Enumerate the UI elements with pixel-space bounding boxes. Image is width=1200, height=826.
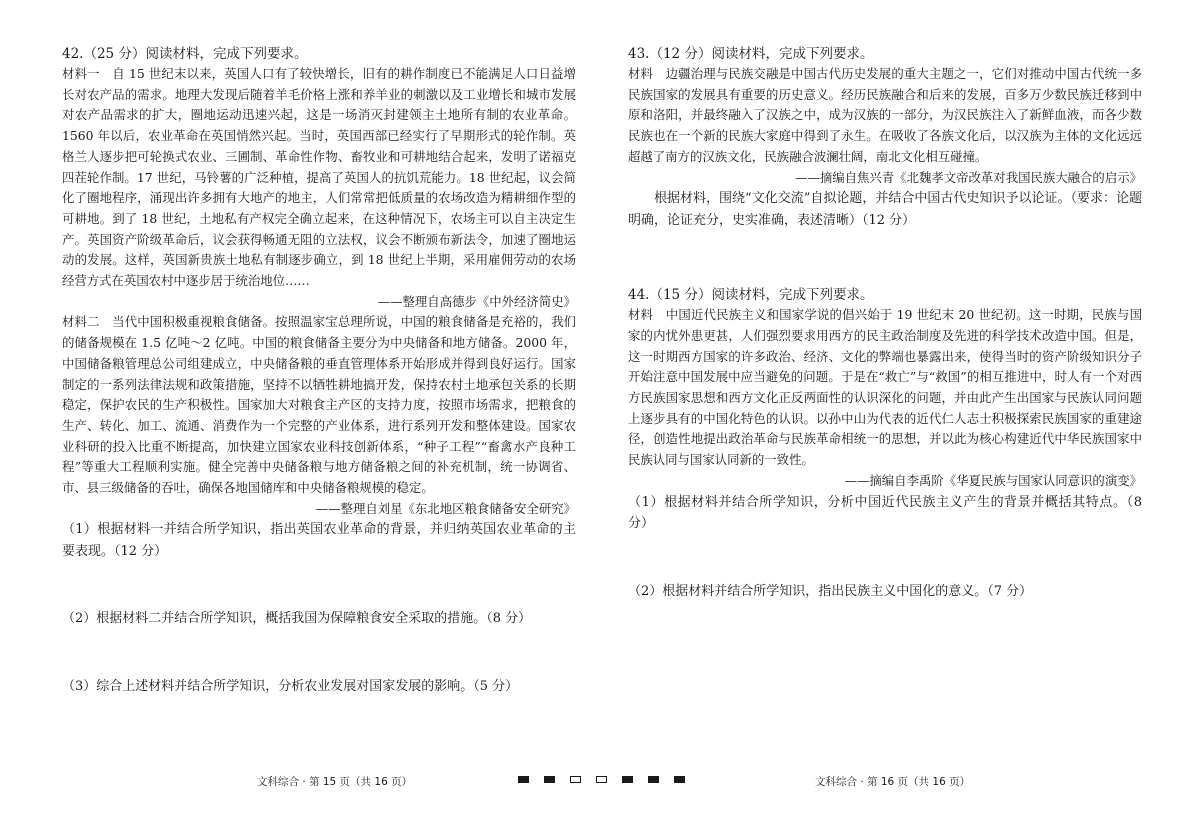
right-page bbox=[628, 44, 1142, 602]
registration-mark bbox=[544, 776, 555, 783]
print-marks bbox=[518, 774, 685, 784]
answer-space bbox=[628, 231, 1142, 285]
registration-mark bbox=[648, 776, 659, 783]
q44-ask1: （1）根据材料并结合所学知识，分析中国近代民族主义产生的背景并概括其特点。（8 分） bbox=[628, 494, 1142, 532]
q42-ask2: （2）根据材料二并结合所学知识，概括我国为保障粮食安全采取的措施。（8 分） bbox=[62, 611, 532, 627]
q44-source: ——摘编自李禹阶《华夏民族与国家认同意识的演变》 bbox=[844, 472, 1142, 488]
q42-ask1: （1）根据材料一并结合所学知识，指出英国农业革命的背景，并归纳英国农业革命的主要表现。（12 分） bbox=[62, 522, 576, 559]
q42-heading: 42.（25 分）阅读材料，完成下列要求。 bbox=[62, 46, 308, 62]
q42-material2: 材料二 当代中国积极重视粮食储备。按照温家宝总理所说，中国的粮食储备是充裕的，我们的储备规模在 1.5 亿吨～2 亿吨。中国的粮食储备主要分为中央储备和地方储备。2000 年，中国储备粮管理总公司组建成立，中央储备粮的垂直管理体系开始形成并得到良好运行。国家制定的一系列法律法规和政策措施，坚持不以牺牲耕地搞开发，保持农村土地承包关系的长期稳定，保护农民的生产积极性。国家加大对粮食主产区的支持力度，按照市场需求，把粮食的生产、转化、加工、流通、消费作为一个完整的产业体系，进行系列开发和整体建设。国家农业科研的投入比重不断提高，加快建立国家农业科技创新体系，“种子工程”“畜禽水产良种工程”等重大工程顺利实施。健全完善中央储备粮与地方储备粮之间的补充机制，统一协调省、市、县三级储备的吞吐，确保各地国储库和中央储备粮规模的稳定。 bbox=[62, 314, 576, 496]
footer-page-16: 文科综合 · 第 16 页（共 16 页） bbox=[815, 776, 971, 788]
q43-source: ——摘编自焦兴青《北魏孝文帝改革对我国民族大融合的启示》 bbox=[795, 169, 1142, 185]
answer-space bbox=[62, 630, 576, 676]
q43-heading: 43.（12 分）阅读材料，完成下列要求。 bbox=[628, 46, 874, 62]
registration-mark bbox=[622, 776, 633, 783]
q43-material: 材料 边疆治理与民族交融是中国古代历史发展的重大主题之一，它们对推动中国古代统一多民族国家的发展具有重要的历史意义。经历民族融合和后来的发展，百多万少数民族迁移到中原和洛阳，并最终融入了汉族之中，成为汉族的一部分，为汉民族注入了新鲜血液，而各少数民族也在一个新的民族大家庭中得到了永生。在吸收了各族文化后，以汉族为主体的文化远远超越了南方的汉族文化，民族融合波澜壮阔，南北文化相互碰撞。 bbox=[628, 66, 1142, 164]
q44-heading: 44.（15 分）阅读材料，完成下列要求。 bbox=[628, 287, 874, 304]
q42-source2: ——整理自刘星《东北地区粮食储备安全研究》 bbox=[315, 500, 576, 516]
left-page bbox=[62, 44, 576, 697]
answer-space bbox=[62, 562, 576, 608]
registration-mark bbox=[596, 776, 607, 783]
registration-mark bbox=[674, 776, 685, 783]
q44-material: 材料 中国近代民族主义和国家学说的倡兴始于 19 世纪末 20 世纪初。这一时期，民族与国家的内忧外患更甚，人们强烈要求用西方的民主政治制度及先进的科学技术改造中国。但是，这一时期西方国家的许多政治、经济、文化的弊端也暴露出来，使得当时的资产阶级知识分子开始注意中国发展中应当避免的问题。于是在“救亡”与“救国”的相互推进中，时人有一个对西方民族国家思想和西方文化正反两面性的认识深化的问题，并由此产生出国家与民族认同问题上逐步具有的中国化特色的认识。以孙中山为代表的近代仁人志士积极探索民族国家的重建途径，创造性地提出政治革命与民族革命相统一的思想，并以此为核心构建近代中华民族国家中民族认同与国家认同新的一致性。 bbox=[628, 307, 1142, 468]
footer-page-15: 文科综合 · 第 15 页（共 16 页） bbox=[257, 776, 413, 788]
q42-ask3: （3）综合上述材料并结合所学知识，分析农业发展对国家发展的影响。（5 分） bbox=[62, 678, 519, 694]
q42-material1: 材料一 自 15 世纪末以来，英国人口有了较快增长，旧有的耕作制度已不能满足人口日益增长对农产品的需求。地理大发现后随着羊毛价格上涨和养羊业的刺激以及工业增长和城市发展对农产品需求的扩大，圈地运动迅速兴起，这是一场消灭封建领主土地所有制的农业革命。1560 年以后，农业革命在英国悄然兴起。当时，英国西部已经实行了早期形式的轮作制。英格兰人逐步把可轮换式农业、三圃制、革命性作物、畜牧业和可耕地结合起来，发明了诺福克四茬轮作制。17 世纪，马铃薯的广泛种植，提高了英国人的抗饥荒能力。18 世纪起，议会简化了圈地程序，涌现出许多拥有大地产的地主，人们常常把低质量的农场改造为精耕细作型的可耕地。到了 18 世纪，土地私有产权完全确立起来，在这种情况下，农场主可以自主决定生产。英国资产阶级革命后，议会获得畅通无阻的立法权，议会不断颁布新法令，加速了圈地运动的发展。这样，英国新贵族土地私有制逐步确立，到 18 世纪上半期，采用雇佣劳动的农场经营方式在英国农村中逐步居于统治地位…… bbox=[62, 66, 576, 289]
registration-mark bbox=[518, 776, 529, 783]
q42-source1: ——整理自高德步《中外经济简史》 bbox=[377, 293, 576, 309]
registration-mark bbox=[570, 776, 581, 783]
answer-space bbox=[628, 535, 1142, 581]
q44-ask2: （2）根据材料并结合所学知识，指出民族主义中国化的意义。（7 分） bbox=[628, 583, 1033, 599]
q43-task: 根据材料，围绕“文化交流”自拟论题，并结合中国古代史知识予以论证。（要求：论题明确，论证充分，史实准确，表述清晰）（12 分） bbox=[628, 191, 1142, 228]
